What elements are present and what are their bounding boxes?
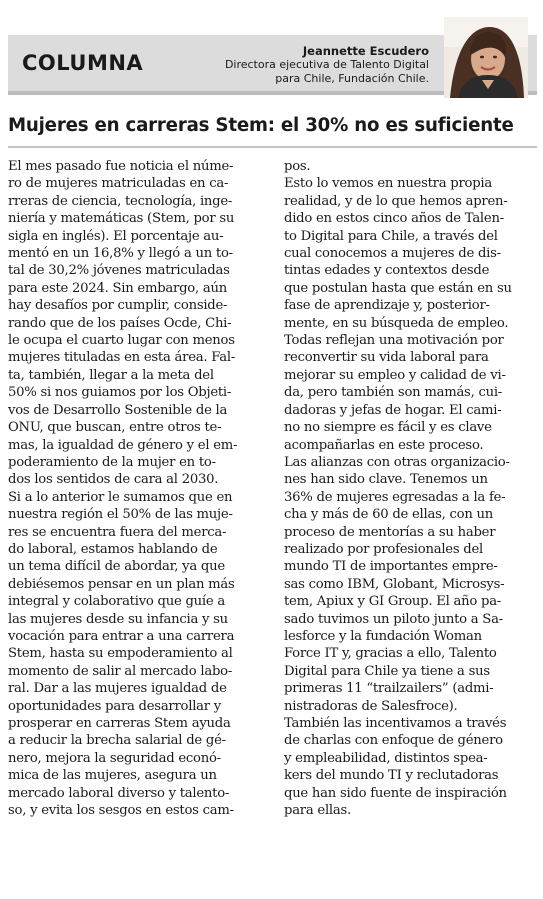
article-line: pos.: [284, 159, 311, 174]
article-line: dido en estos cinco años de Talen-: [284, 211, 504, 227]
article-line: res se encuentra fuera del merca-: [8, 524, 227, 540]
article-title: Mujeres en carreras Stem: el 30% no es suficiente: [8, 115, 514, 136]
article-line: vocación para entrar a una carrera: [8, 628, 235, 644]
article-line: 36% de mujeres egresadas a la fe-: [284, 489, 506, 505]
article-line: Si a lo anterior le sumamos que en: [8, 489, 233, 505]
article-line: acompañarlas en este proceso.: [284, 437, 484, 453]
article-line: para este 2024. Sin embargo, aún: [8, 280, 227, 296]
article-column-right: [284, 158, 537, 819]
article-line: Stem, hasta su empoderamiento al: [8, 646, 233, 662]
author-name: Jeannette Escudero: [302, 44, 429, 58]
article-line: de charlas con enfoque de género: [284, 733, 503, 749]
article-line: cha y más de 60 de ellas, con un: [284, 507, 494, 523]
article-line: mujeres tituladas en esta área. Fal-: [8, 350, 236, 366]
article-line: le ocupa el cuarto lugar con menos: [8, 333, 235, 349]
article-line: integral y colaborativo que guíe a: [8, 594, 225, 610]
article-line: mente, en su búsqueda de empleo.: [284, 315, 509, 331]
article-line: a reducir la brecha salarial de gé-: [8, 733, 226, 749]
article-line: realidad, y de lo que hemos apren-: [284, 193, 508, 209]
article-line: prosperar en carreras Stem ayuda: [8, 716, 231, 731]
article-line: poderamiento de la mujer en to-: [8, 454, 216, 470]
article-line: Todas reflejan una motivación por: [284, 333, 504, 349]
article-line: hay desafíos por cumplir, conside-: [8, 298, 228, 314]
article-line: primeras 11 “trailzailers” (admi-: [284, 681, 494, 697]
article-line: que han sido fuente de inspiración: [284, 785, 507, 801]
article-line: un tema difícil de abordar, ya que: [8, 559, 225, 575]
article-line: fase de aprendizaje y, posterior-: [284, 298, 490, 314]
section-label: COLUMNA: [22, 51, 144, 75]
article-line: niería y matemáticas (Stem, por su: [8, 211, 235, 227]
article-line: mundo TI de importantes empre-: [284, 559, 498, 575]
article-line: nuestra región el 50% de las muje-: [8, 507, 233, 523]
article-line: mercado laboral diverso y talento-: [8, 785, 230, 801]
article-line: ONU, que buscan, entre otros te-: [8, 420, 222, 436]
article-line: reconvertir su vida laboral para: [284, 350, 489, 366]
article-line: momento de salir al mercado labo-: [8, 663, 233, 679]
article-line: oportunidades para desarrollar y: [8, 698, 221, 714]
article-line: sado tuvimos un piloto junto a Sa-: [284, 611, 503, 627]
article-line: Las alianzas con otras organizacio-: [284, 454, 510, 470]
article-line: Digital para Chile ya tiene a sus: [284, 663, 490, 679]
article-line: ta, también, llegar a la meta del: [8, 367, 214, 383]
article-line: rando que de los países Ocde, Chi-: [8, 315, 232, 331]
article-line: mejorar su empleo y calidad de vi-: [284, 367, 506, 383]
article-line: no no siempre es fácil y es clave: [284, 420, 492, 436]
author-role: Directora ejecutiva de Talento Digital para Chile, Fundación Chile.: [224, 58, 429, 85]
author-photo: [444, 17, 528, 98]
article-column-left: [8, 158, 269, 819]
article-line: so, y evita los sesgos en estos cam-: [8, 803, 234, 819]
article-line: Esto lo vemos en nuestra propia: [284, 176, 492, 192]
article-line: las mujeres desde su infancia y su: [8, 611, 228, 627]
article-line: debiésemos pensar en un plan más: [8, 576, 235, 592]
author-block: [213, 44, 429, 86]
article-line: realizado por profesionales del: [284, 541, 484, 557]
article-line: vos de Desarrollo Sostenible de la: [8, 402, 228, 418]
article-line: y empleabilidad, distintos spea-: [284, 750, 488, 766]
article-line: tal de 30,2% jóvenes matriculadas: [8, 263, 230, 279]
article-line: Force IT y, gracias a ello, Talento: [284, 646, 497, 662]
article-line: El mes pasado fue noticia el núme-: [8, 159, 234, 174]
article-line: tem, Apiux y GI Group. El año pa-: [284, 594, 502, 610]
article-line: tintas edades y contextos desde: [284, 263, 490, 279]
article-line: También las incentivamos a través: [284, 716, 507, 731]
article-line: rreras de ciencia, tecnología, inge-: [8, 193, 233, 209]
article-line: dadoras y jefas de hogar. El cami-: [284, 402, 502, 418]
article-line: nero, mejora la seguridad econó-: [8, 750, 221, 766]
article-line: mica de las mujeres, asegura un: [8, 768, 217, 784]
article-line: sigla en inglés). El porcentaje au-: [8, 228, 224, 244]
article-line: que postulan hasta que están en su: [284, 280, 512, 296]
article-line: da, pero también son mamás, cui-: [284, 385, 503, 401]
article-line: lesforce y la fundación Woman: [284, 628, 482, 644]
article-line: do laboral, estamos hablando de: [8, 541, 218, 557]
article-line: para ellas.: [284, 803, 351, 819]
article-line: ral. Dar a las mujeres igualdad de: [8, 681, 227, 697]
article-line: dos los sentidos de cara al 2030.: [8, 472, 219, 488]
title-rule: [8, 146, 537, 148]
article-line: ro de mujeres matriculadas en ca-: [8, 176, 229, 192]
article-line: to Digital para Chile, a través del: [284, 228, 498, 244]
article-line: nistradoras de Salesfroce).: [284, 698, 458, 714]
article-line: proceso de mentorías a su haber: [284, 524, 496, 540]
article-line: kers del mundo TI y reclutadoras: [284, 768, 499, 784]
article-line: nes han sido clave. Tenemos un: [284, 472, 488, 488]
article-line: 50% si nos guiamos por los Objeti-: [8, 385, 232, 401]
article-line: cual conocemos a mujeres de dis-: [284, 246, 501, 262]
article-line: mentó en un 16,8% y llegó a un to-: [8, 246, 233, 262]
article-line: mas, la igualdad de género y el em-: [8, 437, 238, 453]
article-line: sas como IBM, Globant, Microsys-: [284, 576, 505, 592]
